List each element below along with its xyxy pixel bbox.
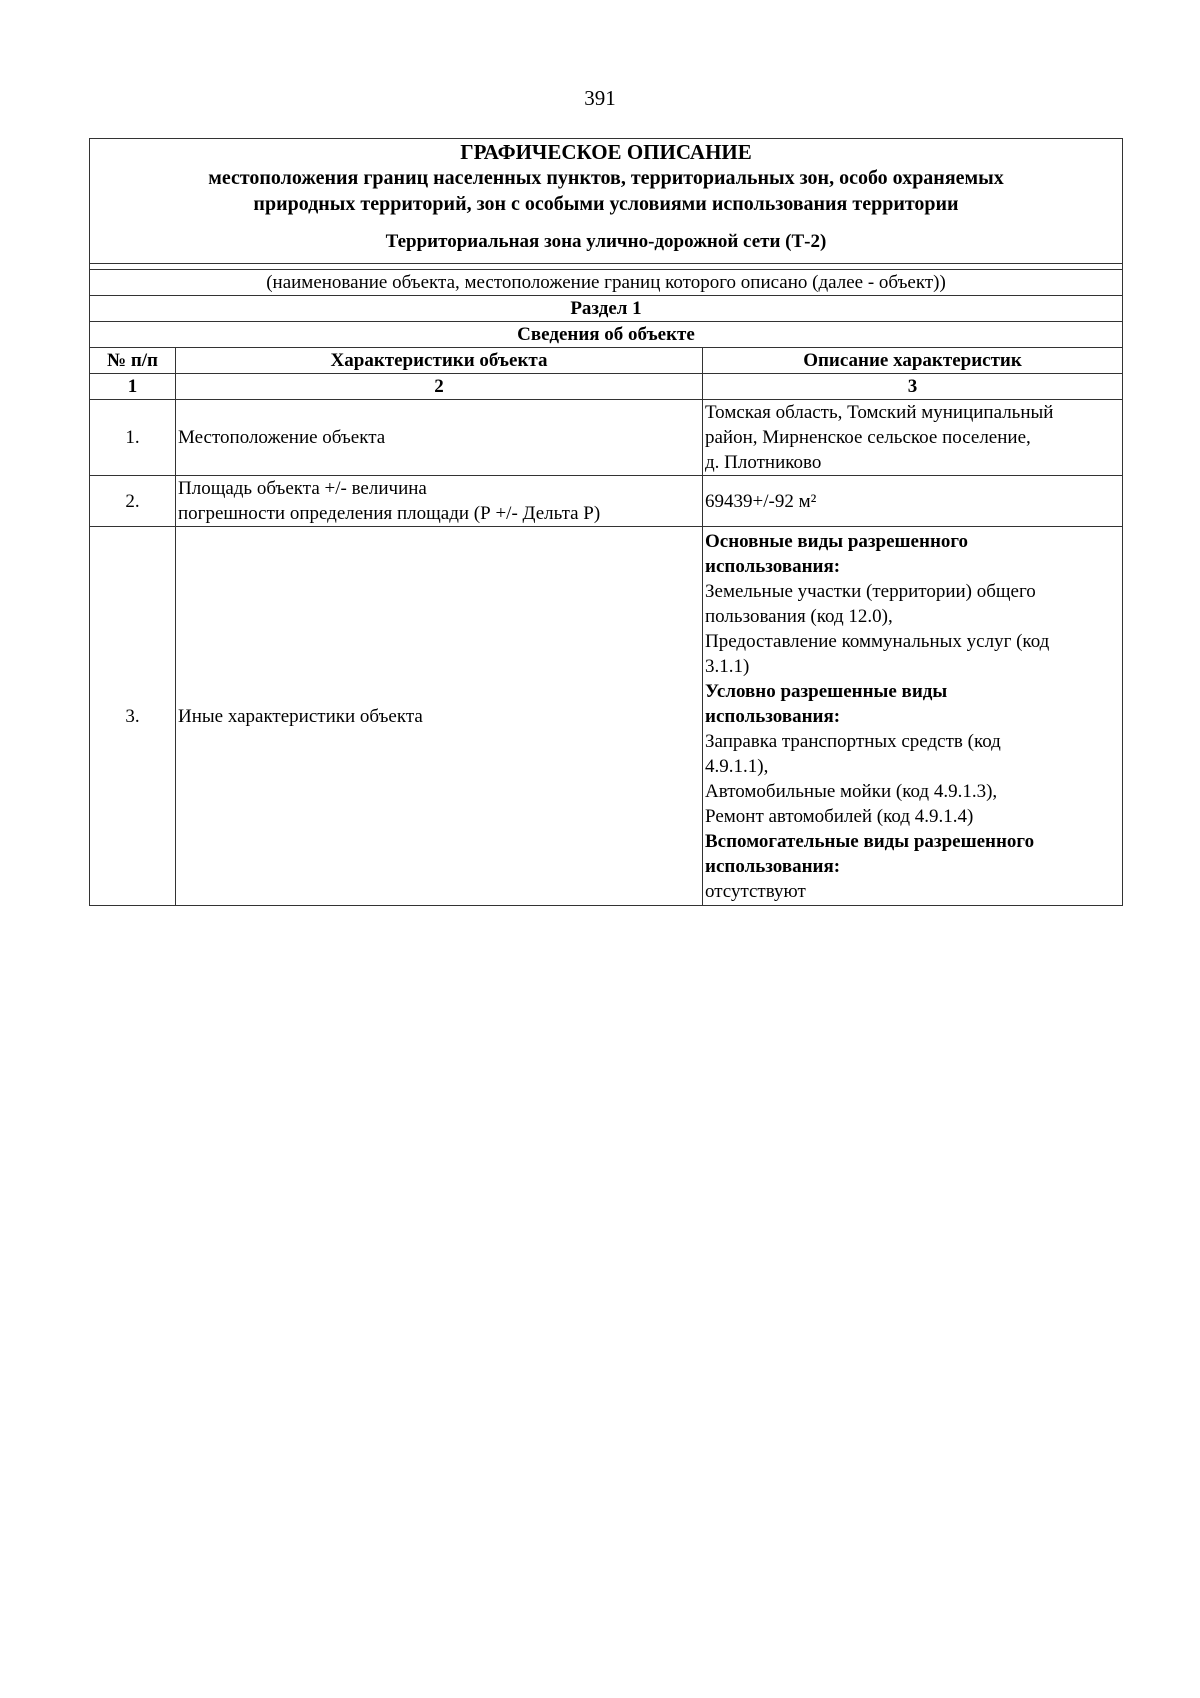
description-heading: использования: (705, 556, 841, 577)
column-number-2: 2 (176, 374, 703, 400)
section-subtitle-row (90, 322, 1123, 348)
document-header (90, 139, 1123, 264)
column-number-1: 1 (90, 374, 176, 400)
row-number: 1. (90, 400, 176, 476)
caption-row (90, 270, 1123, 296)
characteristic-line: погрешности определения площади (Р +/- Дельта Р) (178, 503, 601, 524)
description-line: Земельные участки (территории) общего (705, 581, 1036, 602)
document-subtitle-line-2: природных территорий, зон с особыми условиями использования территории (253, 193, 959, 215)
document-subtitle-line-1: местоположения границ населенных пунктов, территориальных зон, особо охраняемых (208, 167, 1004, 189)
row-description (703, 400, 1123, 476)
object-caption: (наименование объекта, местоположение границ которого описано (далее - объект)) (90, 270, 1123, 296)
description-line: 4.9.1.1), (705, 756, 769, 777)
description-heading: использования: (705, 856, 841, 877)
description-line: Предоставление коммунальных услуг (код (705, 631, 1050, 652)
column-header-description: Описание характеристик (703, 348, 1123, 374)
row-characteristic (176, 476, 703, 527)
description-line: д. Плотниково (705, 452, 822, 473)
section-subtitle: Сведения об объекте (90, 322, 1123, 348)
column-number-3: 3 (703, 374, 1123, 400)
page-number: 391 (584, 86, 616, 110)
description-heading: Основные виды разрешенного (705, 531, 969, 552)
description-line: отсутствуют (705, 881, 806, 902)
description-line: Автомобильные мойки (код 4.9.1.3), (705, 781, 998, 802)
column-number-row (90, 374, 1123, 400)
description-line: район, Мирненское сельское поселение, (705, 427, 1031, 448)
column-header-row (90, 348, 1123, 374)
row-characteristic: Иные характеристики объекта (176, 527, 703, 906)
column-header-number: № п/п (90, 348, 176, 374)
description-line: Заправка транспортных средств (код (705, 731, 1001, 752)
table-row (90, 476, 1123, 527)
row-description: 69439+/-92 м² (703, 476, 1123, 527)
zone-name: Территориальная зона улично-дорожной сети (Т-2) (385, 231, 827, 252)
description-line: пользования (код 12.0), (705, 606, 893, 627)
description-heading: Условно разрешенные виды (705, 681, 948, 702)
document-title: ГРАФИЧЕСКОЕ ОПИСАНИЕ (460, 140, 752, 164)
description-line: 3.1.1) (705, 656, 750, 677)
characteristic-line: Площадь объекта +/- величина (178, 478, 427, 499)
column-header-characteristic: Характеристики объекта (176, 348, 703, 374)
section-title-row (90, 296, 1123, 322)
table-row (90, 400, 1123, 476)
row-characteristic: Местоположение объекта (176, 400, 703, 476)
row-description (703, 527, 1123, 906)
table-row (90, 527, 1123, 906)
description-line: Ремонт автомобилей (код 4.9.1.4) (705, 806, 974, 827)
row-number: 3. (90, 527, 176, 906)
row-number: 2. (90, 476, 176, 527)
graphic-description-table (89, 138, 1123, 906)
description-heading: использования: (705, 706, 841, 727)
section-title: Раздел 1 (90, 296, 1123, 322)
description-heading: Вспомогательные виды разрешенного (705, 831, 1035, 852)
description-line: Томская область, Томский муниципальный (705, 402, 1054, 423)
header-row (90, 139, 1123, 264)
